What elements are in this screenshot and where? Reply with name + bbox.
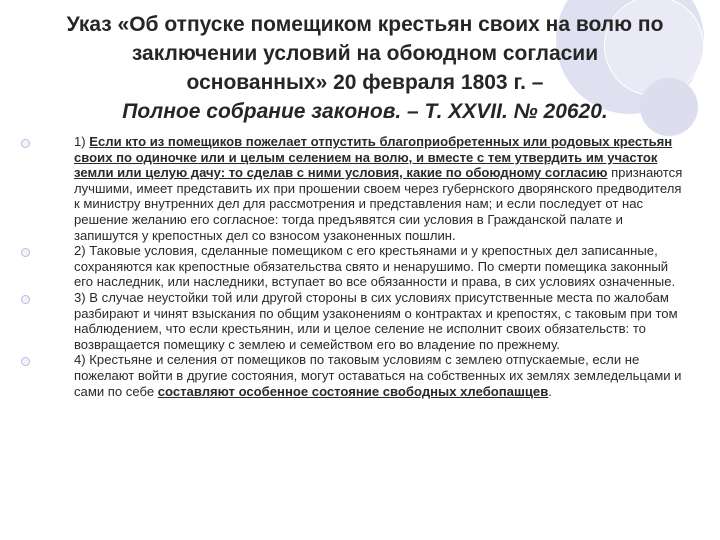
- article-3: [18, 290, 688, 352]
- article-1-emphasis: Если кто из помещиков пожелает отпустить благоприобретенных или родовых крестьян своих по одиночке или и целым селением на волю, и вместе с тем утвердить им участок земли или целую дачу: то сделав с ними условия, какие по обоюдному согласию: [74, 134, 673, 181]
- bullet-icon: [21, 139, 30, 148]
- title-main: Указ «Об отпуске помещиком крестьян своих на волю по заключении условий на обоюдном согласии основанных» 20 февраля 1803 г. –: [66, 13, 664, 94]
- article-3-text: 3) В случае неустойки той или другой стороны в сих условиях присутственные места по жалобам разбирают и чинят взыскания по общим узаконениям о контрактах и крепостях, с таковым при том наблюдением, что если крестьянин, или и целое селение не исполнит своих обязательств: то возвращается помещику с землею и семейством его во владение по прежнему.: [74, 289, 678, 352]
- article-1-prefix: 1): [74, 134, 90, 149]
- article-1: [18, 134, 688, 243]
- article-4-text: 4) Крестьяне и селения от помещиков по таковым условиям с землею отпускаемые, если не пожелают войти в другие состояния, могут оставаться на собственных их землях земледельцами и сами по себе: [74, 352, 682, 399]
- bullet-icon: [21, 248, 30, 257]
- bullet-icon: [21, 295, 30, 304]
- slide-title: [60, 10, 670, 126]
- article-1-text: признаются лучшими, имеет представить их при прошении своем через губернского дворянского предводителя к министру внутренних дел для рассмотрения и представления нам; и если последует от нас решение желанию его согласное: тогда предъявятся сии условия в Гражданской палате и запишутся у крепостных дел со взносом узаконенных пошлин.: [74, 165, 683, 243]
- article-2: [18, 243, 688, 290]
- article-4-suffix: .: [548, 383, 552, 399]
- bullet-icon: [21, 357, 30, 366]
- article-4-emphasis: составляют особенное состояние свободных хлебопашцев: [157, 383, 549, 399]
- title-source: Полное собрание законов. – Т. XXVII. № 20620.: [122, 100, 608, 123]
- article-4: [18, 352, 688, 399]
- article-2-text: 2) Таковые условия, сделанные помещиком с его крестьянами и у крепостных дел записанные, сохраняются как крепостные обязательства свято и ненарушимо. По смерти помещика законный его наследник, или наследники, вступает во все обязанности и права, в сих условиях означенные.: [74, 243, 676, 290]
- decree-articles: [18, 134, 688, 399]
